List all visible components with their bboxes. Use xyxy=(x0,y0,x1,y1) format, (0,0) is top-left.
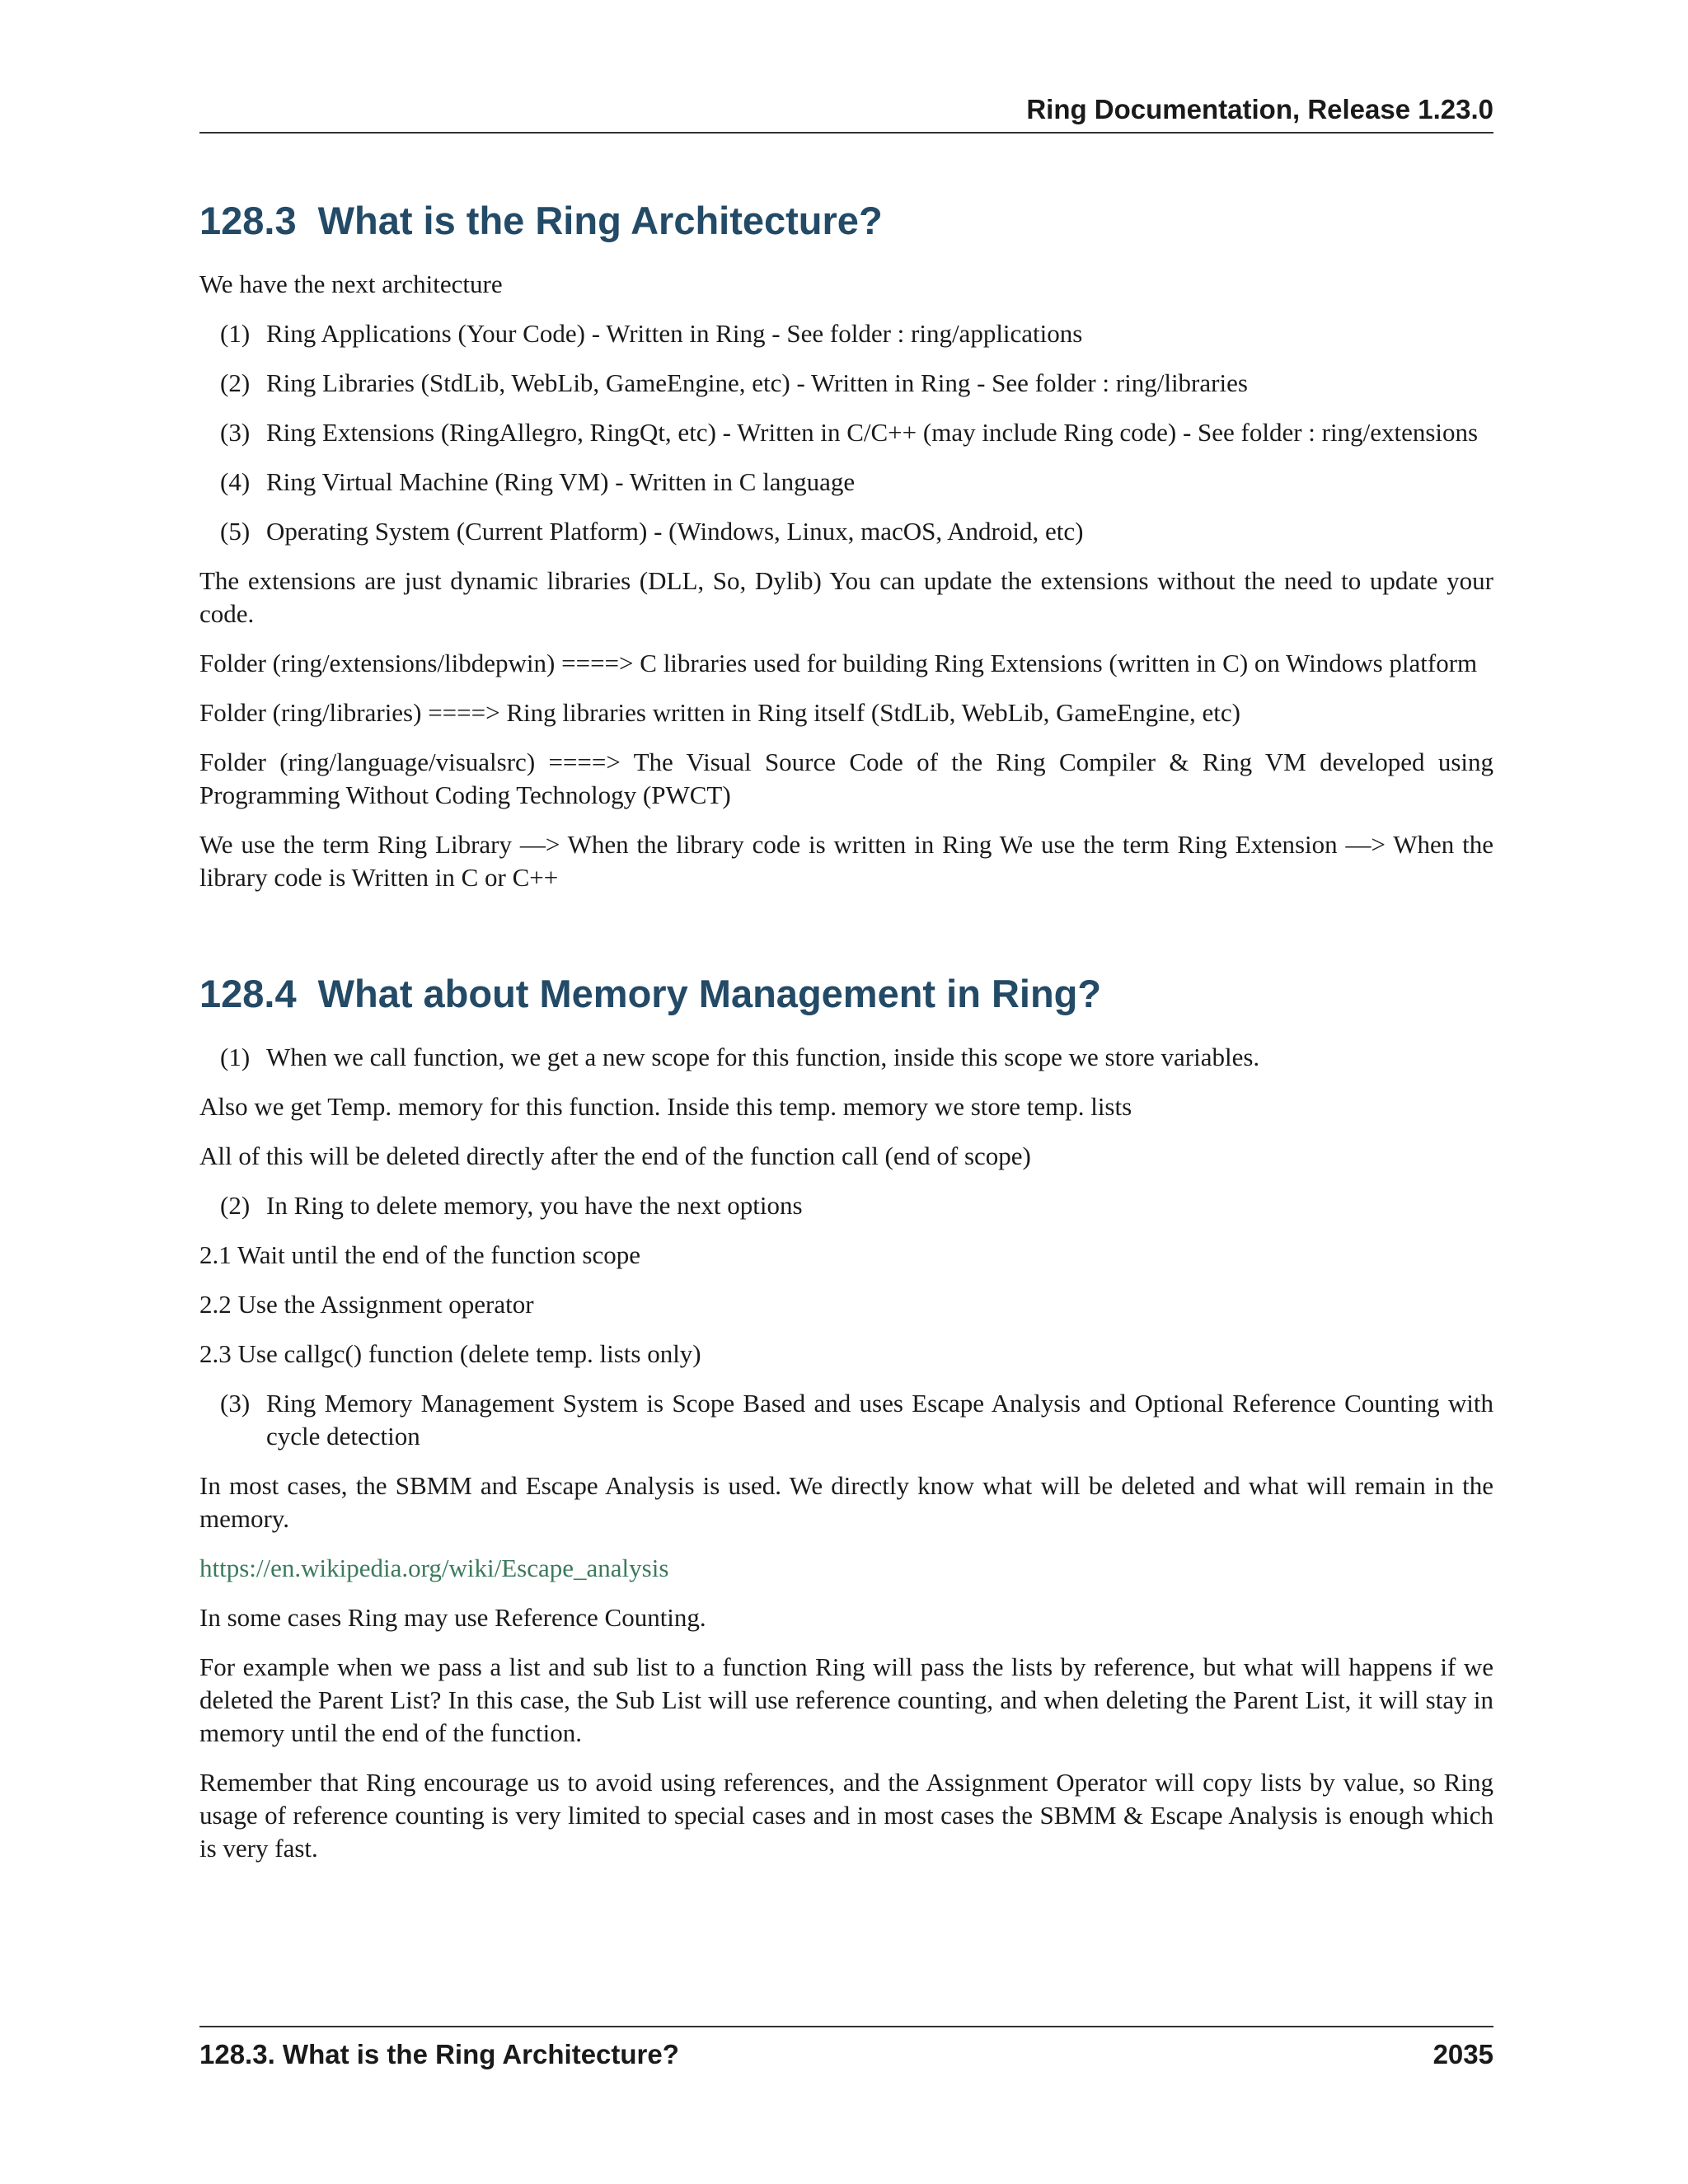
list-item-text: When we call function, we get a new scope for this function, inside this scope we store variables. xyxy=(266,1043,1260,1071)
footer-section-title: 128.3. What is the Ring Architecture? xyxy=(199,2039,679,2069)
list-marker: (2) xyxy=(220,1191,251,1220)
escape-analysis-link[interactable]: https://en.wikipedia.org/wiki/Escape_analysis xyxy=(199,1554,669,1582)
list-marker: (4) xyxy=(220,467,251,496)
list-item xyxy=(199,1387,1493,1453)
paragraph: Remember that Ring encourage us to avoid using references, and the Assignment Operator will copy lists by value, so Ring usage of reference counting is very limited to special cases and in most cases the SBMM & Escape Analysis is enough which is very fast. xyxy=(199,1768,1493,1863)
list-marker: (1) xyxy=(220,1043,251,1071)
paragraph: In some cases Ring may use Reference Counting. xyxy=(199,1603,706,1632)
list-marker: (1) xyxy=(220,319,251,348)
page-content xyxy=(199,185,1493,1882)
list-marker: (3) xyxy=(220,418,251,447)
paragraph: Folder (ring/language/visualsrc) ====> The Visual Source Code of the Ring Compiler & Ring VM developed using Programming Without Coding Technology (PWCT) xyxy=(199,748,1493,809)
list-marker: (2) xyxy=(220,368,251,397)
paragraph: 2.2 Use the Assignment operator xyxy=(199,1290,534,1319)
paragraph: Folder (ring/libraries) ====> Ring libraries written in Ring itself (StdLib, WebLib, GameEngine, etc) xyxy=(199,698,1240,727)
list-item-text: Ring Memory Management System is Scope Based and uses Escape Analysis and Optional Reference Counting with cycle detection xyxy=(266,1389,1493,1451)
page-number: 2035 xyxy=(1432,2039,1493,2069)
list-item xyxy=(199,515,1493,548)
list-item xyxy=(199,1189,1493,1222)
paragraph: 2.3 Use callgc() function (delete temp. lists only) xyxy=(199,1339,701,1368)
section-number: 128.3 xyxy=(199,199,297,242)
section-heading-architecture xyxy=(199,185,1493,256)
section-heading-memory xyxy=(199,958,1493,1029)
list-item-text: Operating System (Current Platform) - (Windows, Linux, macOS, Android, etc) xyxy=(266,517,1084,546)
list-marker: (5) xyxy=(220,517,251,546)
header-title: Ring Documentation, Release 1.23.0 xyxy=(1026,94,1493,124)
link-paragraph xyxy=(199,1552,1493,1585)
paragraph: The extensions are just dynamic libraries (DLL, So, Dylib) You can update the extensions without the need to update your code. xyxy=(199,566,1493,628)
list-item-text: Ring Libraries (StdLib, WebLib, GameEngine, etc) - Written in Ring - See folder : ring/libraries xyxy=(266,368,1248,397)
list-item xyxy=(199,416,1493,449)
list-item-text: Ring Virtual Machine (Ring VM) - Written in C language xyxy=(266,467,856,496)
list-item xyxy=(199,466,1493,499)
running-footer xyxy=(199,2026,1493,2070)
paragraph: All of this will be deleted directly after the end of the function call (end of scope) xyxy=(199,1141,1031,1170)
list-item-text: In Ring to delete memory, you have the next options xyxy=(266,1191,803,1220)
list-item xyxy=(199,317,1493,350)
paragraph: In most cases, the SBMM and Escape Analysis is used. We directly know what will be deleted and what will remain in the memory. xyxy=(199,1471,1493,1533)
list-item xyxy=(199,1041,1493,1074)
paragraph: We have the next architecture xyxy=(199,269,503,298)
list-item xyxy=(199,367,1493,400)
paragraph: Also we get Temp. memory for this function. Inside this temp. memory we store temp. lists xyxy=(199,1092,1132,1121)
section-number: 128.4 xyxy=(199,972,297,1015)
paragraph: We use the term Ring Library —> When the library code is written in Ring We use the term Ring Extension —> When the library code is Written in C or C++ xyxy=(199,830,1493,892)
section-title: What about Memory Management in Ring? xyxy=(317,972,1102,1015)
paragraph: 2.1 Wait until the end of the function scope xyxy=(199,1240,641,1269)
paragraph: Folder (ring/extensions/libdepwin) ====> C libraries used for building Ring Extensions (written in C) on Windows platform xyxy=(199,649,1478,677)
list-item-text: Ring Extensions (RingAllegro, RingQt, etc) - Written in C/C++ (may include Ring code) - See folder : ring/extensions xyxy=(266,418,1479,447)
paragraph: For example when we pass a list and sub list to a function Ring will pass the lists by reference, but what will happens if we deleted the Parent List? In this case, the Sub List will use reference counting, and when deleting the Parent List, it will stay in memory until the end of the function. xyxy=(199,1652,1493,1747)
list-item-text: Ring Applications (Your Code) - Written in Ring - See folder : ring/applications xyxy=(266,319,1083,348)
list-marker: (3) xyxy=(220,1389,251,1418)
running-header xyxy=(199,92,1493,134)
section-title: What is the Ring Architecture? xyxy=(317,199,883,242)
